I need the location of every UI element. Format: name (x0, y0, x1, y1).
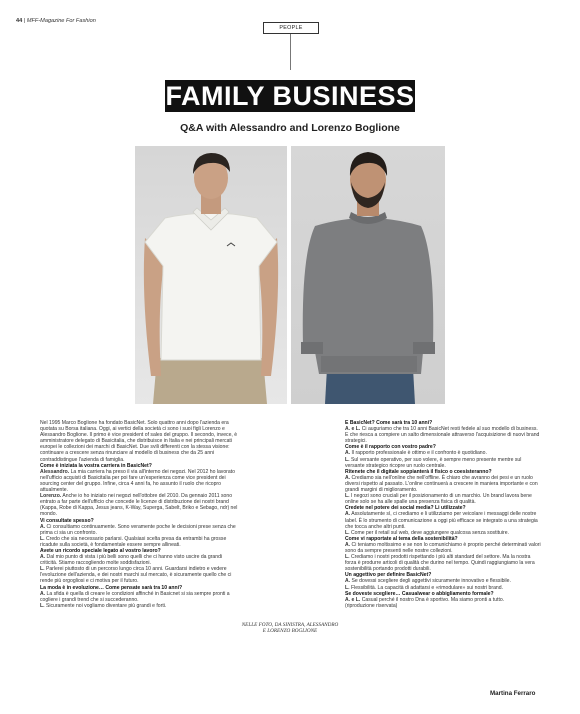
interview-answer (345, 457, 541, 469)
answer-text: I negozi sono cruciali per il posizionamento di un marchio. Un brand lavora bene online solo se ha alle spalle una presenza fisica di qualità. (345, 493, 532, 506)
photo-caption: NELLE FOTO, DA SINISTRA, ALESSANDRO E LORENZO BOGLIONE (241, 622, 339, 635)
section-tag: PEOPLE (263, 22, 319, 34)
answer-speaker: Alessandro. (40, 468, 70, 475)
answer-text: Il rapporto professionale è ottimo e il confronto è quotidiano. (350, 450, 487, 457)
answer-speaker: A. (40, 554, 46, 561)
answer-text: Sul versante operativo, per suo volere, è sempre meno presente mentre sul versante strategico ricopre un ruolo centrale. (345, 456, 522, 469)
answer-speaker: A. e L. (345, 426, 361, 433)
interview-question: E BasicNet? Come sarà tra 10 anni? (345, 420, 433, 426)
answer-text: Se dovessi scegliere degli aggettivi sicuramente innovativo e flessibile. (350, 578, 511, 585)
interview-answer (40, 469, 238, 493)
interview-question: Ritenete che il digitale soppianterà il fisico o coesisteranno? (345, 468, 492, 475)
answer-text: Crediamo i nostri prodotti rispettando i più alti standard del settore. Ma la nostra forza è produrre articoli di qualità che durino nel tempo. Quindi raggiungiamo la vera sostenibilità portando prodotti durabili. (345, 554, 535, 573)
answer-speaker: A. (345, 474, 351, 481)
article-column-right (345, 420, 541, 609)
interview-question: La moda è in evoluzione… Come pensate sarà tra 10 anni? (40, 584, 183, 591)
interview-answer (345, 475, 541, 493)
answer-speaker: A. (345, 450, 351, 457)
answer-speaker: L. (345, 529, 350, 536)
answer-speaker: A. (345, 578, 351, 585)
page-subtitle: Q&A with Alessandro and Lorenzo Boglione (180, 122, 400, 134)
answer-speaker: L. (345, 456, 350, 463)
page-header (16, 18, 96, 24)
interview-question: Vi consultate spesso? (40, 517, 94, 524)
answer-text: Parlerei piuttosto di un percorso lungo circa 10 anni. Guardarsi indietro e vedere l'evoluzione dell'azienda, e dei nostri marchi sul mercato, è sicuramente quello che ci rende più orgogliosi e ci motiva per il futuro. (40, 566, 232, 585)
answer-speaker: L. (345, 584, 350, 591)
answer-speaker: A. (40, 523, 46, 530)
answer-text: La mia carriera ha preso il via all'interno dei negozi. Nel 2012 ho lavorato nell'ufficio acquisti di Basicitalia per poi fare un'esperienza come vice president dei sourcing center del gruppo. Infine, circa 4 anni fa, ho assunto il ruolo che ricopro attualmente. (40, 468, 235, 494)
answer-text: Casual perché il nostro Dna è sportivo. Ma siamo pronti a tutto. (360, 596, 505, 603)
interview-question: Credete nel potere dei social media? Li utilizzate? (345, 505, 466, 512)
answer-text: Credo che sia necessario parlarsi. Qualsiasi scelta presa da entrambi ha grosse ricadute sulla società, è fondamentale essere sempre allineati. (40, 535, 227, 548)
answer-text: Crediamo sia nell'online che nell'offline. È chiaro che avranno dei pesi e un ruolo diversi rispetto al passato. L'online continuerà a crescere in maniera importante e con grandi margini di miglioramento. (345, 474, 538, 494)
interview-answer (40, 566, 238, 584)
section-divider-line (290, 34, 291, 70)
photo-alessandro (135, 146, 287, 404)
interview-question: Come vi rapportate al tema della sostenibilità? (345, 535, 458, 542)
page-number: 44 (16, 18, 23, 24)
answer-speaker: A. e L. (345, 596, 361, 603)
answer-speaker: Lorenzo. (40, 493, 62, 500)
interview-question: Come è il rapporto con vostro padre? (345, 444, 436, 451)
portrait-illustration-left (135, 146, 287, 404)
answer-text: Ci teniamo moltissimo e se non lo comunichiamo è proprio perché determinati valori sono da sempre presenti nelle nostre collezioni. (345, 541, 541, 554)
interview-answer (40, 524, 238, 536)
interview-answer (40, 591, 238, 603)
interview-answer (40, 536, 238, 548)
interview-answer (345, 493, 541, 505)
answer-text: Ci auguriamo che tra 10 anni BasicNet resti fedele al suo modello di business. E che riesca a compiere un salto dimensionale attraverso l'acquisizione di nuovi brand strategici. (345, 426, 540, 445)
interview-answer (345, 554, 541, 572)
interview-answer (40, 603, 238, 609)
answer-speaker: L. (40, 602, 45, 609)
answer-speaker: L. (345, 493, 350, 500)
answer-speaker: A. (345, 541, 351, 548)
page-title: FAMILY BUSINESS (165, 81, 415, 111)
answer-text: Anche io ho iniziato nei negozi nell'ottobre del 2010. Da gennaio 2011 sono entrato a far parte dell'ufficio che concede le licenze di distribuzione dei nostri brand (Kappa, Robe di Kappa, Jesus jeans, K-Way, Superga, Sabelt, Briko e Sebago, ndr) nel mondo. (40, 493, 238, 518)
author-byline: Martina Ferraro (490, 690, 536, 697)
interview-answer (345, 542, 541, 554)
intro-paragraph: Nel 1995 Marco Boglione ha fondato BasicNet. Solo quattro anni dopo l'azienda era quotata su Borsa italiana. Oggi, ai vertici della società ci sono i suoi figli Lorenzo e Alessandro Boglione. Il primo è vice president of sales del gruppo. Il secondo, invece, è amministratore delegato di Basicitalia, che distribuisce in Italia e nei principali mercati europei le collezioni dei marchi di BasicNet. Due svili differenti con la stessa visione: continuare a crescere senza rinunciare al modello di business che da 25 anni contraddistingue l'azienda di famiglia. (40, 420, 238, 463)
interview-question: Un aggettivo per definire BasicNet? (345, 572, 432, 579)
answer-speaker: A. (40, 590, 46, 597)
portrait-illustration-right (291, 146, 445, 404)
interview-question: Come è iniziata la vostra carriera in BasicNet? (40, 462, 152, 469)
answer-text: Ci consultiamo continuamente. Sono veramente poche le decisioni prese senza che prima ci sia un confronto. (40, 523, 236, 536)
answer-speaker: L. (345, 554, 350, 561)
header-separator: | (23, 18, 27, 24)
interview-answer (40, 554, 238, 566)
interview-answer (345, 511, 541, 529)
answer-text: Assolutamente sì, ci crediamo e li utilizziamo per veicolare i messaggi delle nostre label. È lo strumento di comunicazione a oggi più efficace se integrato a una strategia che tocca anche altri punti. (345, 511, 538, 530)
answer-text: La sfida è quella di creare le condizioni affinché in Basicnet si sia sempre pronti a cogliere i grandi trend che si succederanno. (40, 590, 230, 603)
article-column-left (40, 420, 238, 609)
answer-speaker: A. (345, 511, 351, 518)
answer-text: Come per il retail sul web, deve aggiungere qualcosa senza sostituire. (349, 529, 509, 536)
interview-question: Se doveste scegliere… Casualwear o abbigliamento formale? (345, 590, 494, 597)
photo-lorenzo (291, 146, 445, 404)
answer-text: Flessibilità. La capacità di adattarsi e «rimodulare» sui nostri brand. (349, 584, 503, 591)
magazine-name: MFF-Magazine For Fashion (26, 18, 96, 24)
interview-question: Avete un ricordo speciale legato al vostro lavoro? (40, 547, 161, 554)
answer-speaker: L. (40, 566, 45, 573)
interview-answer (40, 493, 238, 517)
intro-paragraph: (riproduzione riservata) (345, 602, 398, 609)
answer-text: Dal mio punto di vista i più belli sono quelli che ci hanno visto uscire da grandi criticità. Stiamo raccogliendo molte soddisfazioni. (40, 554, 223, 567)
interview-answer (345, 426, 541, 444)
answer-text: Sicuramente noi vogliamo diventare più grandi e forti. (44, 602, 167, 609)
answer-speaker: L. (40, 535, 45, 542)
